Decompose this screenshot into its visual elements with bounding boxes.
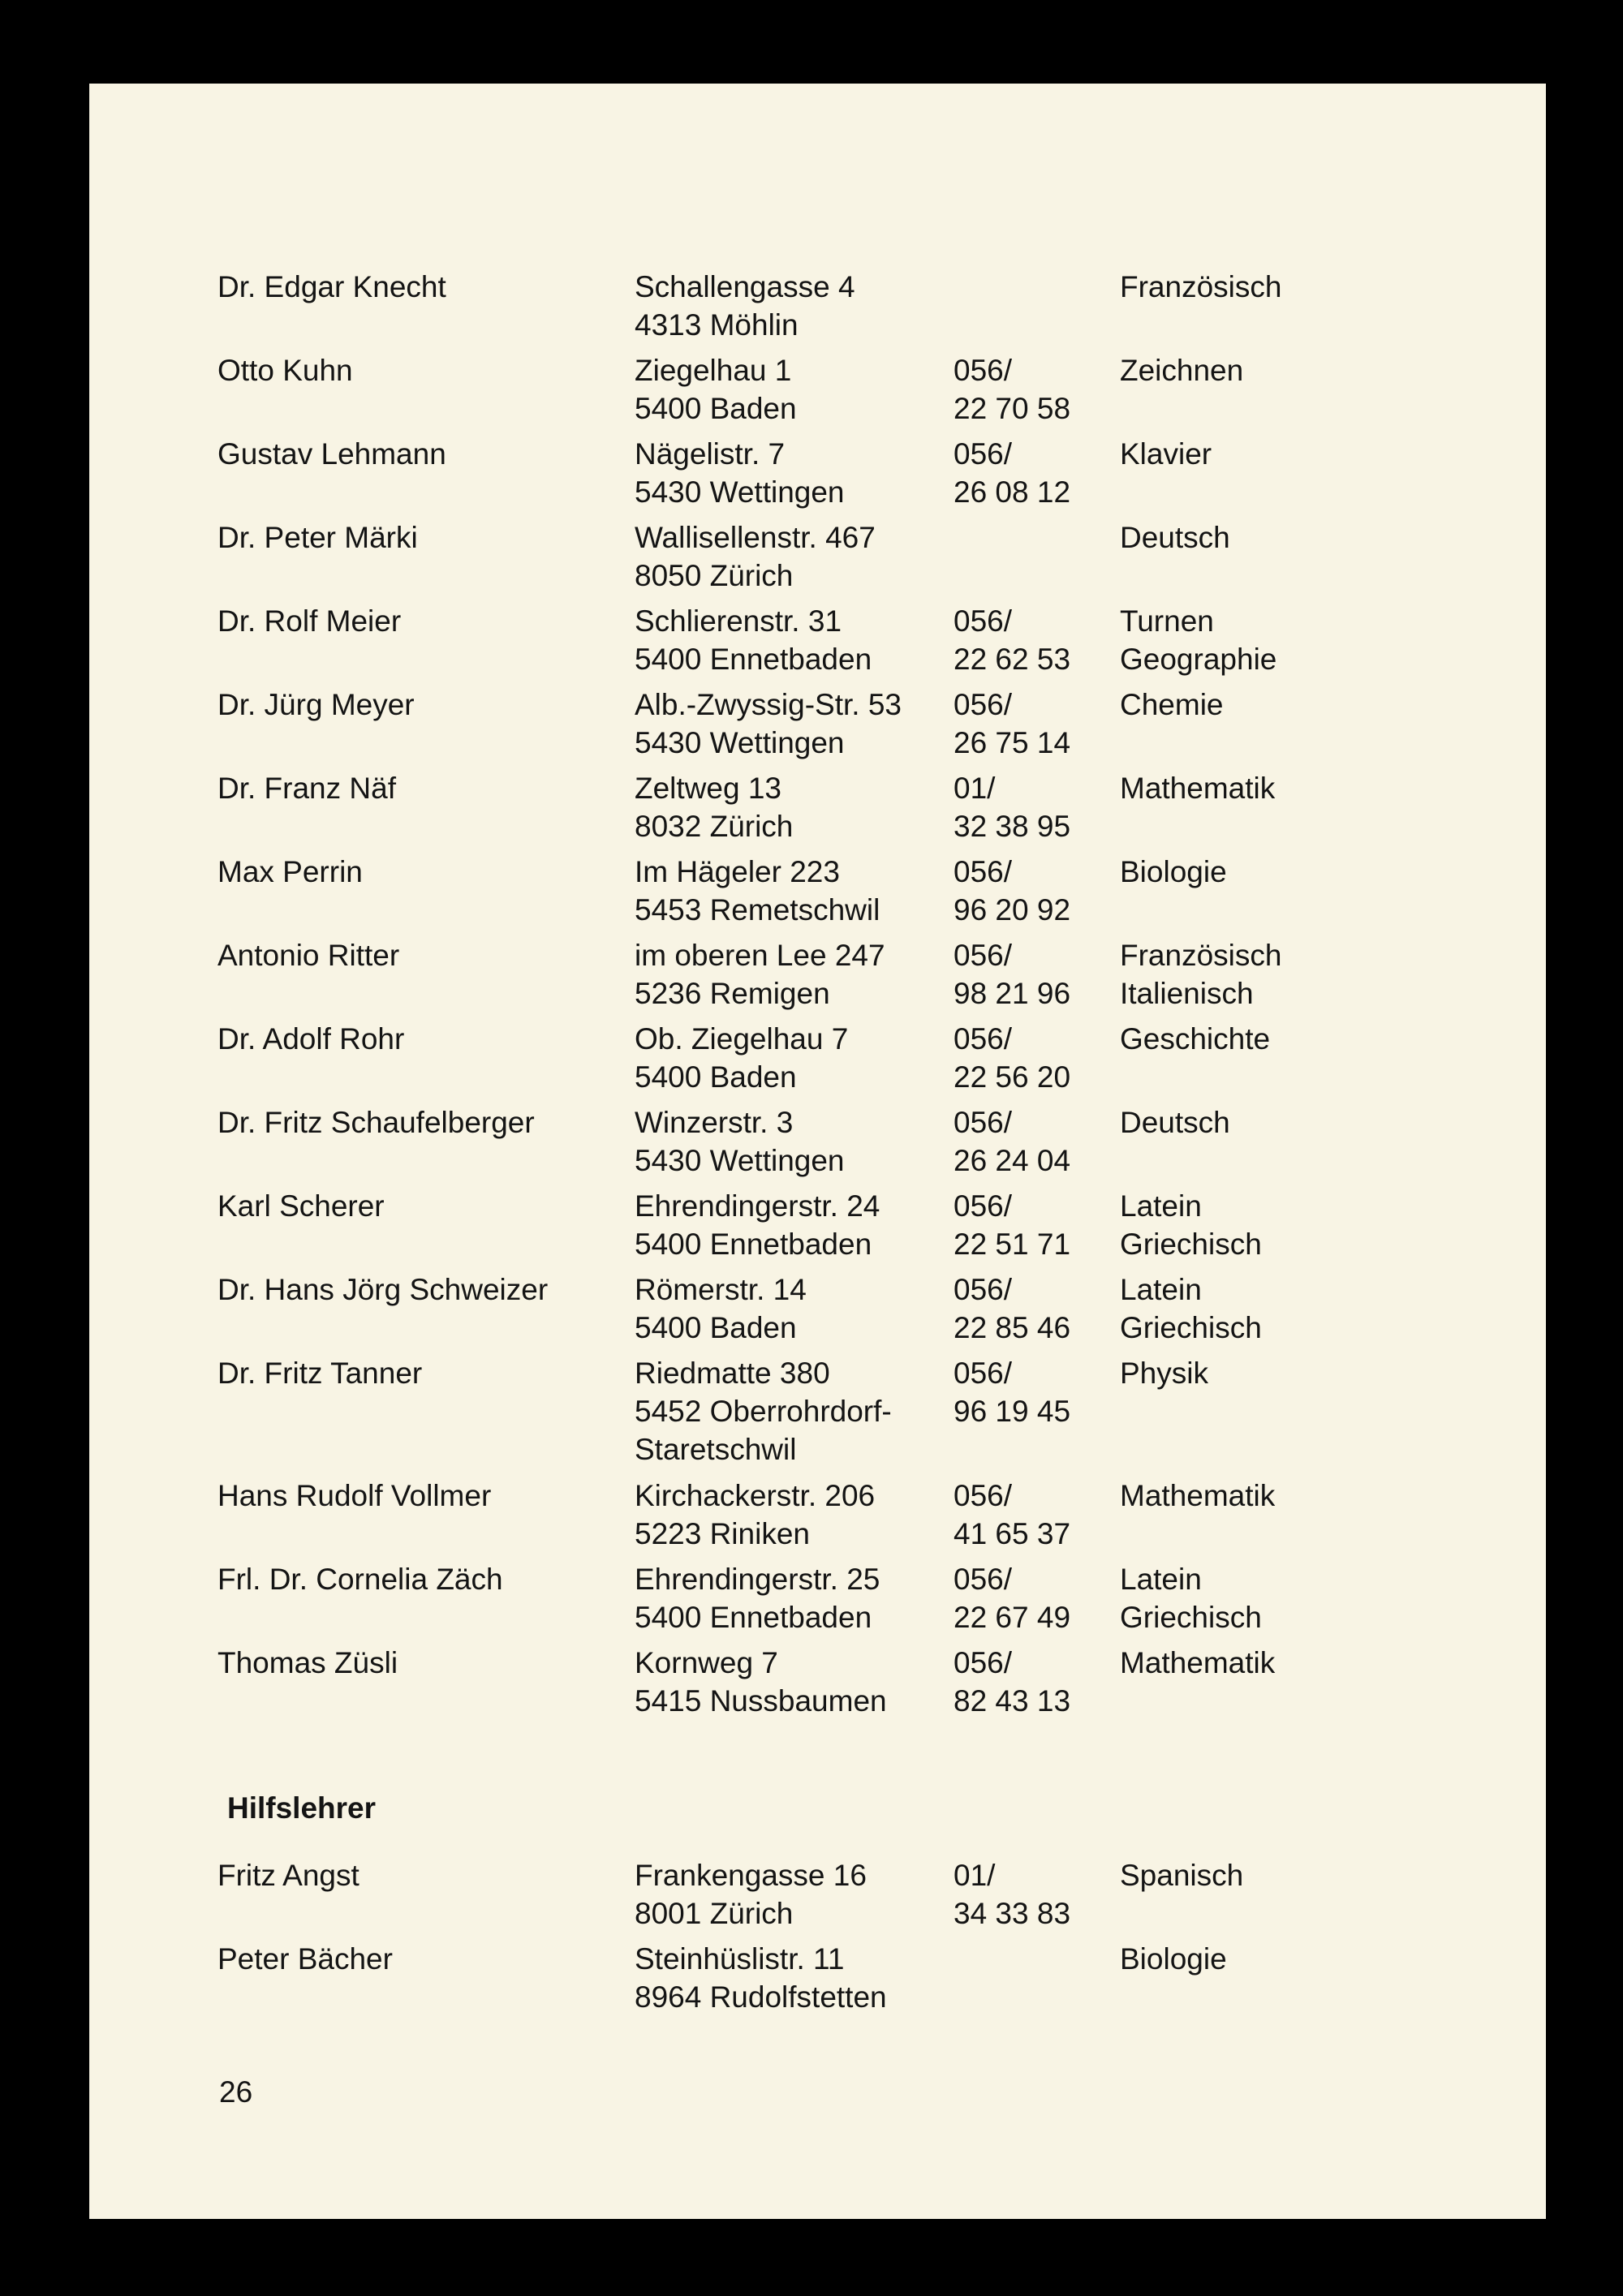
phone-number: 22 85 46 <box>954 1311 1071 1344</box>
teacher-subjects <box>1120 1856 1243 1894</box>
teacher-phone <box>954 1271 1070 1347</box>
area-code: 056/ <box>954 688 1013 721</box>
teacher-subjects <box>1120 1354 1208 1392</box>
subject: Latein <box>1120 1189 1202 1223</box>
city: 5430 Wettingen <box>635 1144 845 1177</box>
teacher-subjects <box>1120 936 1281 1013</box>
subject: Turnen <box>1120 604 1214 638</box>
subject: Französisch <box>1120 270 1282 303</box>
street: Ehrendingerstr. 25 <box>635 1563 880 1596</box>
city: 5415 Nussbaumen <box>635 1684 887 1718</box>
teacher-address <box>635 602 872 678</box>
teacher-subjects <box>1120 351 1243 389</box>
subject: Spanisch <box>1120 1859 1244 1892</box>
subject: Physik <box>1120 1357 1208 1390</box>
teacher-entry <box>89 1477 1546 1558</box>
teacher-name: Dr. Peter Märki <box>217 521 418 554</box>
teacher-address <box>635 1187 880 1263</box>
teacher-address <box>635 686 902 762</box>
area-code: 056/ <box>954 1646 1013 1679</box>
page-number: 26 <box>219 2075 253 2109</box>
subject: Klavier <box>1120 437 1212 471</box>
subject: Griechisch <box>1120 1311 1262 1344</box>
teacher-entry <box>89 1354 1546 1466</box>
area-code: 056/ <box>954 1563 1013 1596</box>
teacher-phone <box>954 1103 1070 1180</box>
teacher-address <box>635 518 876 595</box>
teacher-subjects <box>1120 1103 1230 1142</box>
teacher-phone <box>954 936 1070 1013</box>
area-code: 01/ <box>954 1859 996 1892</box>
teacher-name: Karl Scherer <box>217 1189 385 1223</box>
subject: Geographie <box>1120 643 1277 676</box>
area-code: 056/ <box>954 1357 1013 1390</box>
teacher-subjects <box>1120 1271 1262 1347</box>
phone-number: 22 51 71 <box>954 1228 1071 1261</box>
teacher-subjects <box>1120 1020 1270 1058</box>
city: 5400 Baden <box>635 392 797 425</box>
subject: Biologie <box>1120 855 1227 888</box>
city: 5223 Riniken <box>635 1517 810 1550</box>
phone-number: 22 56 20 <box>954 1060 1071 1094</box>
phone-number: 22 67 49 <box>954 1601 1071 1634</box>
city: 5430 Wettingen <box>635 475 845 509</box>
teacher-phone <box>954 1560 1070 1636</box>
area-code: 056/ <box>954 1106 1013 1139</box>
teacher-name: Frl. Dr. Cornelia Zäch <box>217 1563 503 1596</box>
teacher-name: Dr. Jürg Meyer <box>217 688 415 721</box>
street: Alb.-Zwyssig-Str. 53 <box>635 688 902 721</box>
teacher-phone <box>954 853 1070 929</box>
teacher-subjects <box>1120 686 1224 724</box>
teacher-entry <box>89 268 1546 349</box>
subject: Geschichte <box>1120 1022 1271 1056</box>
street: Ehrendingerstr. 24 <box>635 1189 880 1223</box>
phone-number: 96 20 92 <box>954 893 1071 927</box>
teacher-address <box>635 1354 892 1468</box>
subject: Griechisch <box>1120 1601 1262 1634</box>
teacher-subjects <box>1120 1187 1262 1263</box>
subject: Deutsch <box>1120 1106 1230 1139</box>
street: Schallengasse 4 <box>635 270 855 303</box>
document-page <box>89 84 1546 2219</box>
teacher-phone <box>954 1354 1070 1430</box>
teacher-name: Dr. Fritz Schaufelberger <box>217 1106 535 1139</box>
city: 5400 Ennetbaden <box>635 1228 872 1261</box>
teacher-phone <box>954 1020 1070 1096</box>
street: Wallisellenstr. 467 <box>635 521 876 554</box>
phone-number: 41 65 37 <box>954 1517 1071 1550</box>
teacher-address <box>635 435 845 511</box>
phone-number: 26 24 04 <box>954 1144 1071 1177</box>
city: 5430 Wettingen <box>635 726 845 759</box>
phone-number: 22 70 58 <box>954 392 1071 425</box>
teacher-subjects <box>1120 518 1230 557</box>
street: Ob. Ziegelhau 7 <box>635 1022 849 1056</box>
teacher-address <box>635 268 855 344</box>
teacher-name: Gustav Lehmann <box>217 437 446 471</box>
teacher-name: Hans Rudolf Vollmer <box>217 1479 492 1512</box>
teacher-subjects <box>1120 1560 1262 1636</box>
teacher-entry <box>89 1020 1546 1101</box>
city: 5452 Oberrohrdorf- <box>635 1395 892 1428</box>
subject: Biologie <box>1120 1942 1227 1976</box>
teacher-phone <box>954 435 1070 511</box>
city: 4313 Möhlin <box>635 308 799 342</box>
teacher-phone <box>954 1187 1070 1263</box>
teacher-entry <box>89 435 1546 516</box>
phone-number: 26 08 12 <box>954 475 1071 509</box>
street: Kornweg 7 <box>635 1646 778 1679</box>
teacher-address <box>635 936 885 1013</box>
subject: Mathematik <box>1120 1479 1276 1512</box>
teacher-phone <box>954 686 1070 762</box>
city: 5400 Baden <box>635 1311 797 1344</box>
teacher-entry <box>89 1560 1546 1641</box>
subject: Zeichnen <box>1120 354 1244 387</box>
street: Zeltweg 13 <box>635 772 781 805</box>
street: Winzerstr. 3 <box>635 1106 794 1139</box>
city: 5400 Ennetbaden <box>635 643 872 676</box>
city: 5453 Remetschwil <box>635 893 880 927</box>
teacher-entry <box>89 602 1546 683</box>
area-code: 01/ <box>954 772 996 805</box>
city: 5236 Remigen <box>635 977 830 1010</box>
area-code: 056/ <box>954 1479 1013 1512</box>
teacher-phone <box>954 351 1070 428</box>
city: 8032 Zürich <box>635 810 794 843</box>
teacher-subjects <box>1120 769 1275 807</box>
assistant-teacher-entry <box>89 1940 1546 2021</box>
subject: Griechisch <box>1120 1228 1262 1261</box>
teacher-name: Otto Kuhn <box>217 354 353 387</box>
teacher-entry <box>89 351 1546 432</box>
teacher-entry <box>89 1644 1546 1725</box>
subject: Italienisch <box>1120 977 1254 1010</box>
phone-number: 22 62 53 <box>954 643 1071 676</box>
teacher-name: Dr. Adolf Rohr <box>217 1022 405 1056</box>
teacher-address <box>635 1477 875 1553</box>
subject: Deutsch <box>1120 521 1230 554</box>
street: Steinhüslistr. 11 <box>635 1942 845 1976</box>
area-code: 056/ <box>954 855 1013 888</box>
teacher-name: Max Perrin <box>217 855 363 888</box>
area-code: 056/ <box>954 1273 1013 1306</box>
street: Riedmatte 380 <box>635 1357 830 1390</box>
area-code: 056/ <box>954 604 1013 638</box>
teacher-name: Peter Bächer <box>217 1942 393 1976</box>
teacher-address <box>635 1644 887 1720</box>
teacher-subjects <box>1120 1477 1275 1515</box>
teacher-name: Dr. Hans Jörg Schweizer <box>217 1273 549 1306</box>
teacher-subjects <box>1120 268 1281 306</box>
teacher-subjects <box>1120 853 1227 891</box>
subject: Französisch <box>1120 939 1282 972</box>
phone-number: 34 33 83 <box>954 1897 1071 1930</box>
area-code: 056/ <box>954 1022 1013 1056</box>
teacher-entry <box>89 853 1546 934</box>
teacher-phone <box>954 602 1070 678</box>
teacher-name: Antonio Ritter <box>217 939 400 972</box>
teacher-address <box>635 853 880 929</box>
teacher-entry <box>89 1103 1546 1185</box>
teacher-name: Thomas Züsli <box>217 1646 398 1679</box>
phone-number: 82 43 13 <box>954 1684 1071 1718</box>
teacher-entry <box>89 769 1546 850</box>
teacher-name: Dr. Fritz Tanner <box>217 1357 423 1390</box>
subject: Chemie <box>1120 688 1224 721</box>
street: Schlierenstr. 31 <box>635 604 842 638</box>
teacher-phone <box>954 1856 1070 1933</box>
teacher-entry <box>89 686 1546 767</box>
teacher-entry <box>89 518 1546 600</box>
subject: Mathematik <box>1120 1646 1276 1679</box>
street: Römerstr. 14 <box>635 1273 807 1306</box>
area-code: 056/ <box>954 437 1013 471</box>
area-code: 056/ <box>954 354 1013 387</box>
phone-number: 26 75 14 <box>954 726 1071 759</box>
city: 8001 Zürich <box>635 1897 794 1930</box>
city-continued: Staretschwil <box>635 1433 797 1466</box>
teacher-subjects <box>1120 435 1212 473</box>
subject: Latein <box>1120 1273 1202 1306</box>
teacher-subjects <box>1120 1940 1227 1978</box>
teacher-entry <box>89 936 1546 1017</box>
teacher-address <box>635 1856 867 1933</box>
teacher-address <box>635 1560 880 1636</box>
street: Nägelistr. 7 <box>635 437 786 471</box>
subject: Latein <box>1120 1563 1202 1596</box>
teacher-entry <box>89 1271 1546 1352</box>
street: Kirchackerstr. 206 <box>635 1479 876 1512</box>
teacher-subjects <box>1120 1644 1275 1682</box>
teacher-subjects <box>1120 602 1276 678</box>
area-code: 056/ <box>954 939 1013 972</box>
street: im oberen Lee 247 <box>635 939 885 972</box>
teacher-address <box>635 1103 845 1180</box>
street: Im Hägeler 223 <box>635 855 840 888</box>
teacher-address <box>635 1271 807 1347</box>
city: 8050 Zürich <box>635 559 794 592</box>
teacher-address <box>635 1940 887 2016</box>
teacher-name: Dr. Rolf Meier <box>217 604 402 638</box>
street: Ziegelhau 1 <box>635 354 792 387</box>
teacher-phone <box>954 769 1070 845</box>
teacher-phone <box>954 1644 1070 1720</box>
city: 8964 Rudolfstetten <box>635 1980 887 2014</box>
teacher-entry <box>89 1187 1546 1268</box>
teacher-address <box>635 1020 848 1096</box>
teacher-address <box>635 769 793 845</box>
assistant-teacher-entry <box>89 1856 1546 1937</box>
phone-number: 32 38 95 <box>954 810 1071 843</box>
teacher-name: Dr. Franz Näf <box>217 772 396 805</box>
street: Frankengasse 16 <box>635 1859 867 1892</box>
teacher-phone <box>954 1477 1070 1553</box>
subject: Mathematik <box>1120 772 1276 805</box>
phone-number: 96 19 45 <box>954 1395 1071 1428</box>
teacher-address <box>635 351 797 428</box>
teacher-name: Fritz Angst <box>217 1859 359 1892</box>
phone-number: 98 21 96 <box>954 977 1071 1010</box>
area-code: 056/ <box>954 1189 1013 1223</box>
city: 5400 Ennetbaden <box>635 1601 872 1634</box>
teacher-name: Dr. Edgar Knecht <box>217 270 446 303</box>
section-heading-hilfslehrer: Hilfslehrer <box>227 1791 377 1825</box>
city: 5400 Baden <box>635 1060 797 1094</box>
